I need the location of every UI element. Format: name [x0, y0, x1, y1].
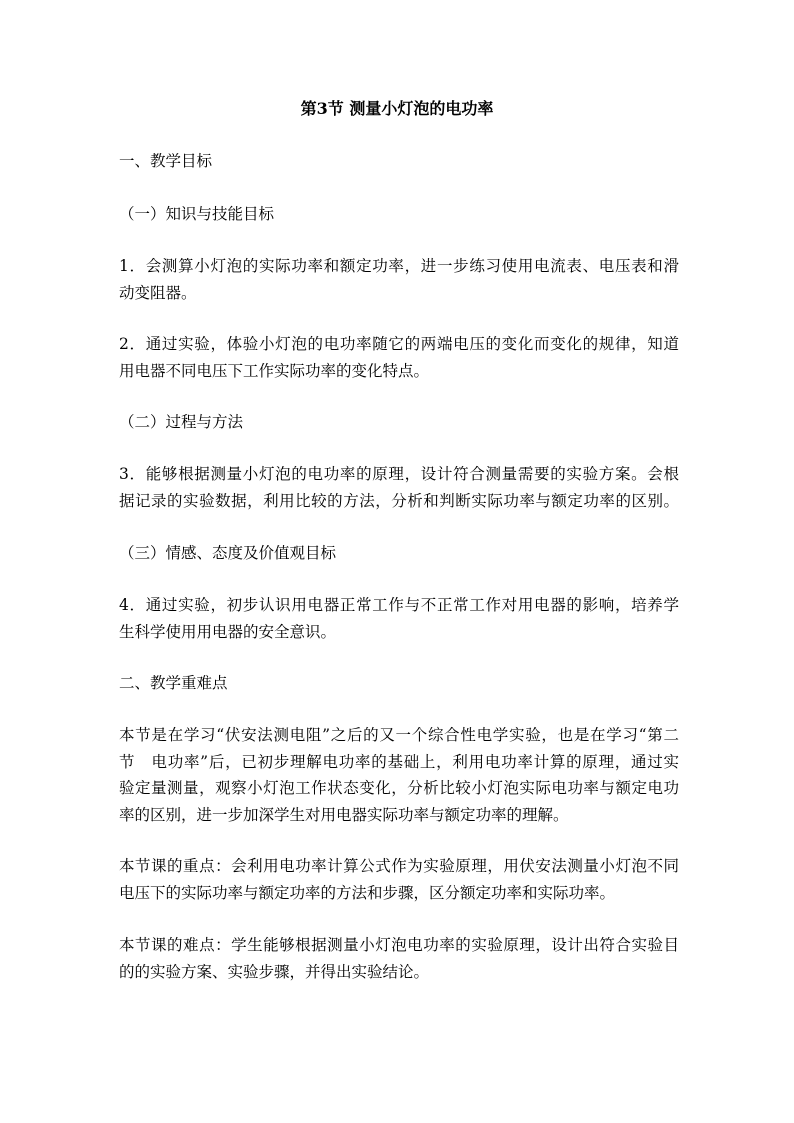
paragraph-line: 本节课的难点：学生能够根据测量小灯泡电功率的实验原理，设计出符合实验目: [119, 936, 679, 954]
paragraph-line: 生科学使用用电器的安全意识。: [119, 623, 337, 641]
subheading-attitudes-values: （三）情感、态度及价值观目标: [119, 544, 337, 562]
paragraph-line: 用电器不同电压下工作实际功率的变化特点。: [119, 362, 430, 380]
document-title: 第3节 测量小灯泡的电功率: [300, 99, 494, 118]
paragraph-line: 的的实验方案、实验步骤，并得出实验结论。: [119, 963, 430, 981]
paragraph-line: 本节课的重点：会利用电功率计算公式作为实验原理，用伏安法测量小灯泡不同: [119, 857, 679, 875]
paragraph-line: 动变阻器。: [119, 284, 197, 302]
paragraph-line: 1．会测算小灯泡的实际功率和额定功率，进一步练习使用电流表、电压表和滑: [119, 257, 679, 275]
paragraph-line: 2．通过实验，体验小灯泡的电功率随它的两端电压的变化而变化的规律，知道: [119, 335, 679, 353]
paragraph-line: 据记录的实验数据，利用比较的方法，分析和判断实际功率与额定功率的区别。: [119, 492, 679, 510]
paragraph-line: 节 电功率”后，已初步理解电功率的基础上，利用电功率计算的原理，通过实: [119, 753, 679, 771]
paragraph-line: 3．能够根据测量小灯泡的电功率的原理，设计符合测量需要的实验方案。会根: [119, 465, 679, 483]
section-heading-key-points: 二、教学重难点: [119, 674, 228, 692]
paragraph-line: 4．通过实验，初步认识用电器正常工作与不正常工作对用电器的影响，培养学: [119, 596, 679, 614]
subheading-knowledge-skills: （一）知识与技能目标: [119, 205, 275, 223]
section-heading-objectives: 一、教学目标: [119, 152, 213, 170]
paragraph-line: 率的区别，进一步加深学生对用电器实际功率与额定功率的理解。: [119, 806, 569, 824]
paragraph-line: 验定量测量，观察小灯泡工作状态变化，分析比较小灯泡实际电功率与额定电功: [119, 779, 679, 797]
subheading-process-methods: （二）过程与方法: [119, 413, 244, 431]
paragraph-line: 电压下的实际功率与额定功率的方法和步骤，区分额定功率和实际功率。: [119, 884, 616, 902]
paragraph-line: 本节是在学习“伏安法测电阻”之后的又一个综合性电学实验，也是在学习“第二: [119, 726, 679, 744]
